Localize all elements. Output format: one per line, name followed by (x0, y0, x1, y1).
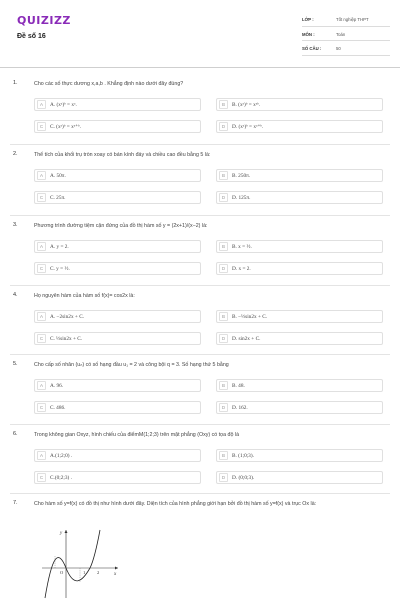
option-text: B. x = ½. (232, 243, 252, 250)
option-text: B. (1;0;3). (232, 452, 254, 459)
option-letter: B (219, 171, 228, 180)
option-letter: A (37, 312, 46, 321)
y-axis-arrow-icon (65, 530, 68, 533)
option-text: B. (xᵃ)ᵇ = xᵃᵇ. (232, 101, 261, 108)
page-title: Đề số 16 (17, 33, 46, 40)
y-axis-label: y (60, 531, 63, 536)
answer-option-c[interactable] (34, 332, 201, 345)
option-letter: B (219, 312, 228, 321)
option-text: A. −2sin2x + C. (50, 313, 85, 320)
option-letter: D (219, 122, 228, 131)
meta-value: 50 (336, 46, 341, 52)
question-text: Thể tích của khối trụ tròn xoay có bán kính đáy và chiều cao đều bằng 5 là: (34, 152, 211, 158)
worksheet-header (0, 0, 400, 68)
meta-row-subject (302, 29, 390, 42)
option-text: D. (xᵃ)ᵇ = xᵃ⁺ᵇ. (232, 123, 264, 130)
option-text: A.(1;2;0) . (50, 452, 73, 459)
meta-value: Tốt nghiệp THPT (336, 17, 369, 23)
option-letter: B (219, 100, 228, 109)
option-letter: B (219, 242, 228, 251)
answer-option-a[interactable] (34, 169, 201, 182)
answer-option-d[interactable] (216, 471, 383, 484)
answer-option-a[interactable] (34, 98, 201, 111)
option-letter: C (37, 264, 46, 273)
meta-label: MÔN : (302, 31, 315, 37)
answer-option-d[interactable] (216, 332, 383, 345)
option-letter: A (37, 100, 46, 109)
option-text: B. −½sin2x + C. (232, 313, 268, 320)
option-text: D. x = 2. (232, 265, 251, 272)
tick-label: 2 (97, 570, 100, 575)
question-divider (10, 493, 390, 494)
option-letter: D (219, 403, 228, 412)
question-text: Họ nguyên hàm của hàm số f(x)= cos2x là: (34, 293, 135, 299)
answer-option-b[interactable] (216, 379, 383, 392)
x-axis-label: x (114, 572, 117, 577)
option-text: A. 96. (50, 382, 64, 389)
question-number: 3. (13, 222, 18, 228)
option-text: D. sin2x + C. (232, 335, 261, 342)
question-divider (10, 144, 390, 145)
option-text: C. (xᵃ)ᵇ = xᵃ⁺ᵇ. (50, 123, 81, 130)
option-letter: D (219, 473, 228, 482)
option-text: C. y = ½. (50, 265, 70, 272)
option-text: B. 48. (232, 382, 245, 389)
answer-option-c[interactable] (34, 401, 201, 414)
answer-option-d[interactable] (216, 262, 383, 275)
tick-label: 1 (83, 570, 86, 575)
answer-option-c[interactable] (34, 262, 201, 275)
meta-value: Toán (336, 31, 346, 37)
option-letter: D (219, 193, 228, 202)
question-text: Phương trình đường tiệm cận đứng của đồ thị hàm số y = (2x+1)/(x−2) là: (34, 223, 208, 229)
question-divider (10, 215, 390, 216)
question-number: 2. (13, 151, 18, 157)
option-letter: A (37, 381, 46, 390)
answer-option-d[interactable] (216, 191, 383, 204)
function-curve (45, 530, 100, 598)
meta-label: LỚP : (302, 17, 314, 23)
answer-option-b[interactable] (216, 98, 383, 111)
question-number: 7. (13, 500, 18, 506)
answer-option-b[interactable] (216, 240, 383, 253)
question-text: Cho hàm số y=f(x) có đồ thị như hình dưới đây. Diện tích của hình phẳng giới hạn bởi đồ thị hàm số y=f(x) và trục Ox là: (34, 501, 317, 507)
option-letter: A (37, 242, 46, 251)
option-text: C. ½sin2x + C. (50, 335, 83, 342)
meta-label: SỐ CÂU : (302, 46, 322, 52)
option-letter: A (37, 451, 46, 460)
question-number: 1. (13, 80, 18, 86)
question-divider (10, 424, 390, 425)
answer-option-d[interactable] (216, 401, 383, 414)
option-letter: C (37, 334, 46, 343)
answer-option-c[interactable] (34, 471, 201, 484)
answer-option-a[interactable] (34, 449, 201, 462)
option-letter: C (37, 403, 46, 412)
answer-option-c[interactable] (34, 191, 201, 204)
option-letter: C (37, 193, 46, 202)
option-text: A. y = 2. (50, 243, 69, 250)
question-text: Trong không gian Oxyz, hình chiếu của điểmM(1;2;3) trên mặt phẳng (Oxy) có tọa độ là (34, 432, 240, 438)
x-axis-arrow-icon (115, 567, 118, 570)
meta-info (302, 14, 390, 58)
option-letter: C (37, 122, 46, 131)
option-text: B. 250π. (232, 172, 251, 179)
option-text: D. 162. (232, 404, 248, 411)
option-letter: D (219, 334, 228, 343)
question-divider (10, 285, 390, 286)
answer-option-b[interactable] (216, 449, 383, 462)
option-text: A. 50π. (50, 172, 66, 179)
answer-option-a[interactable] (34, 379, 201, 392)
option-letter: D (219, 264, 228, 273)
option-text: C. 486. (50, 404, 66, 411)
answer-option-b[interactable] (216, 169, 383, 182)
question-text: Cho các số thực dương x,a,b . Khẳng định nào dưới đây đúng? (34, 81, 184, 87)
answer-option-b[interactable] (216, 310, 383, 323)
option-letter: B (219, 451, 228, 460)
question-number: 5. (13, 361, 18, 367)
option-text: C. 25π. (50, 194, 66, 201)
option-letter: C (37, 473, 46, 482)
option-text: D. (0;0;3). (232, 474, 255, 481)
option-letter: B (219, 381, 228, 390)
answer-option-a[interactable] (34, 310, 201, 323)
option-letter: A (37, 171, 46, 180)
answer-option-c[interactable] (34, 120, 201, 133)
question-text: Cho cấp số nhân (uₙ) có số hạng đầu u₁ = 2 và công bội q = 3. Số hạng thứ 5 bằng (34, 362, 229, 368)
answer-option-a[interactable] (34, 240, 201, 253)
meta-row-count (302, 43, 390, 56)
option-text: C.(0;2;3) . (50, 474, 72, 481)
question-divider (10, 354, 390, 355)
meta-row-class (302, 14, 390, 27)
quizizz-logo: QUIZIZZ (17, 14, 71, 27)
origin-label: O (60, 570, 64, 575)
question-number: 4. (13, 292, 18, 298)
answer-option-d[interactable] (216, 120, 383, 133)
option-text: D. 125π. (232, 194, 251, 201)
question-number: 6. (13, 431, 18, 437)
function-graph (40, 526, 120, 600)
option-text: A. (xᵃ)ᵇ = xᵃ. (50, 101, 77, 108)
